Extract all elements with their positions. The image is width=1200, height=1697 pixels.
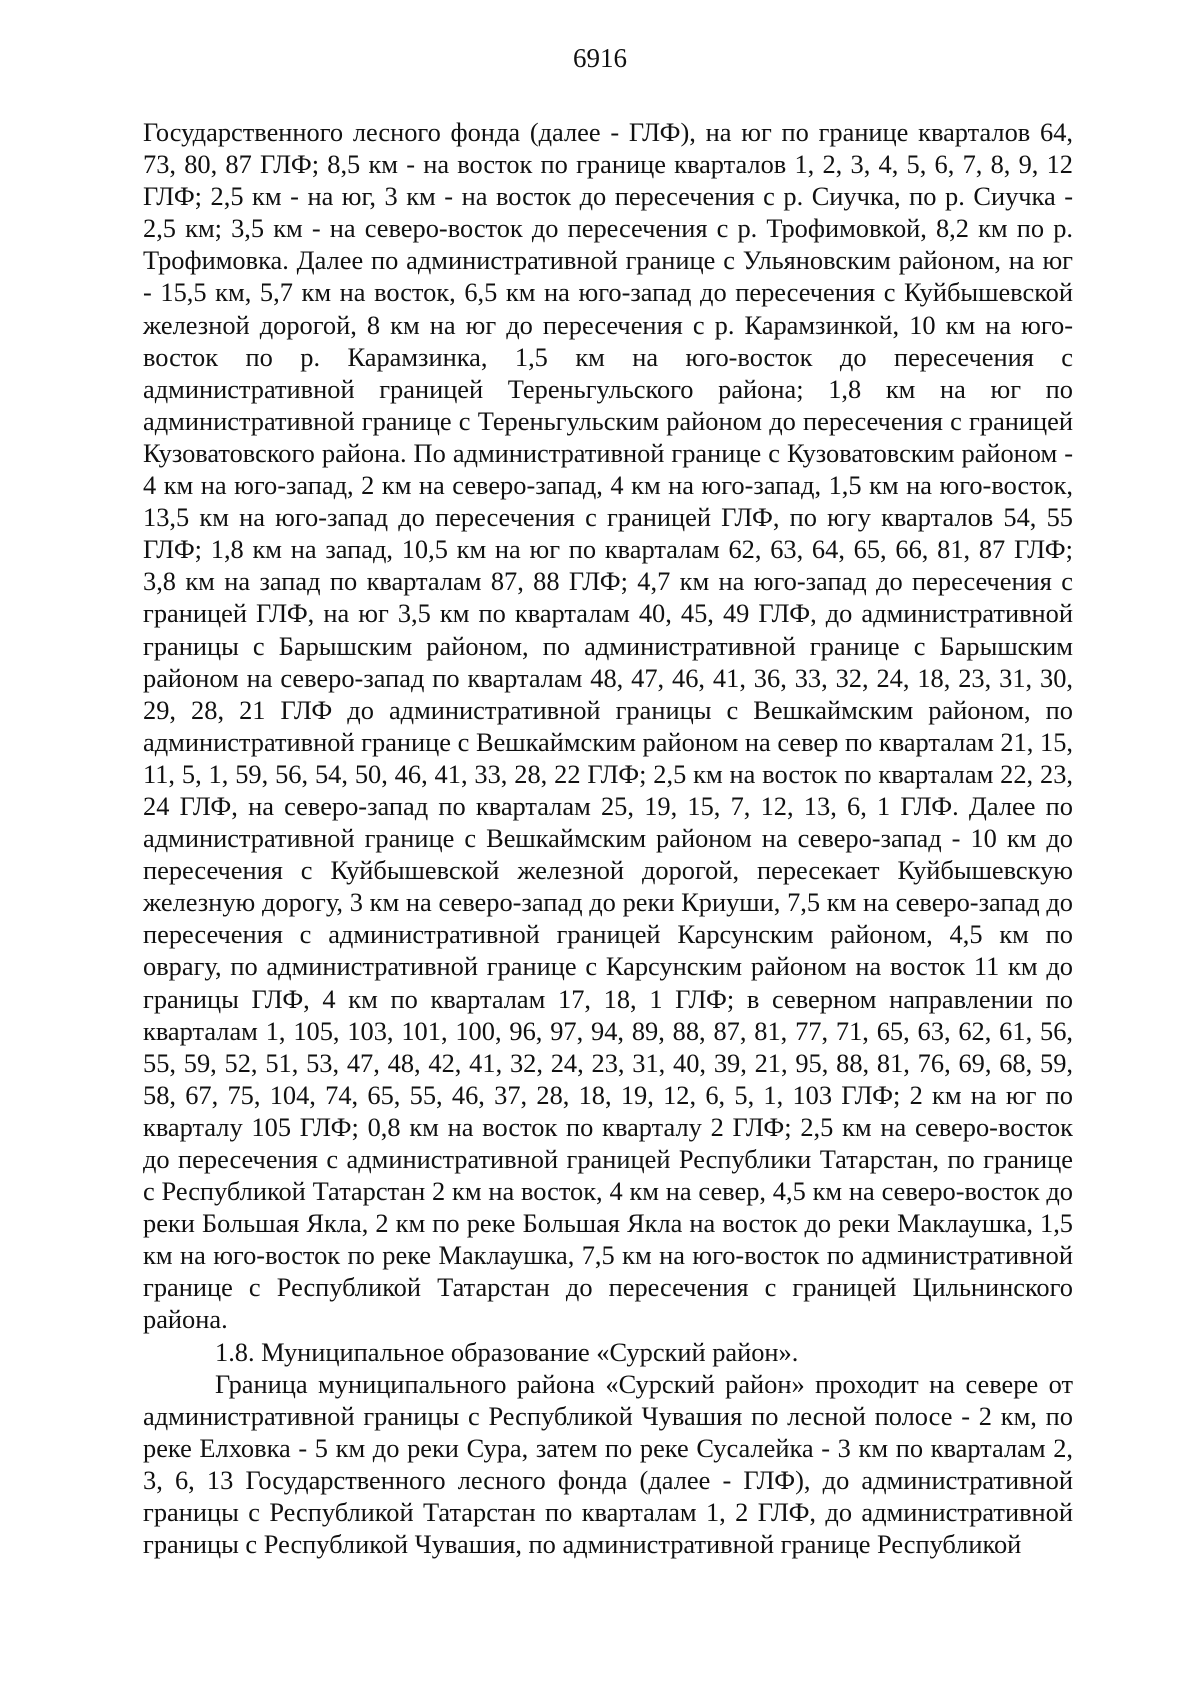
document-body — [143, 116, 1073, 1560]
paragraph-continuation: Государственного лесного фонда (далее - ГЛФ), на юг по границе кварталов 64, 73, 80, 87 ГЛФ; 8,5 км - на восток по границе кварталов 1, 2, 3, 4, 5, 6, 7, 8, 9, 12 ГЛФ; 2,5 км - на юг, 3 км - на восток до пересечения с р. Сиучка, по р. Сиучка - 2,5 км; 3,5 км - на северо-восток до пересечения с р. Трофимовкой, 8,2 км по р. Трофимовка. Далее по административной границе с Ульяновским районом, на юг - 15,5 км, 5,7 км на восток, 6,5 км на юго-запад до пересечения с Куйбышевской железной дорогой, 8 км на юг до пересечения с р. Карамзинкой, 10 км на юго-восток по р. Карамзинка, 1,5 км на юго-восток до пересечения с административной границей Тереньгульского района; 1,8 км на юг по административной границе с Тереньгульским районом до пересечения с границей Кузоватовского района. По административной границе с Кузоватовским районом - 4 км на юго-запад, 2 км на северо-запад, 4 км на юго-запад, 1,5 км на юго-восток, 13,5 км на юго-запад до пересечения с границей ГЛФ, по югу кварталов 54, 55 ГЛФ; 1,8 км на запад, 10,5 км на юг по кварталам 62, 63, 64, 65, 66, 81, 87 ГЛФ; 3,8 км на запад по кварталам 87, 88 ГЛФ; 4,7 км на юго-запад до пересечения с границей ГЛФ, на юг 3,5 км по кварталам 40, 45, 49 ГЛФ, до административной границы с Барышским районом, по административной границе с Барышским районом на северо-запад по кварталам 48, 47, 46, 41, 36, 33, 32, 24, 18, 23, 31, 30, 29, 28, 21 ГЛФ до административной границы с Вешкаймским районом, по административной границе с Вешкаймским районом на север по кварталам 21, 15, 11, 5, 1, 59, 56, 54, 50, 46, 41, 33, 28, 22 ГЛФ; 2,5 км на восток по кварталам 22, 23, 24 ГЛФ, на северо-запад по кварталам 25, 19, 15, 7, 12, 13, 6, 1 ГЛФ. Далее по административной границе с Вешкаймским районом на северо-запад - 10 км до пересечения с Куйбышевской железной дорогой, пересекает Куйбышевскую железную дорогу, 3 км на северо-запад до реки Криуши, 7,5 км на северо-запад до пересечения с административной границей Карсунским районом, 4,5 км по оврагу, по административной границе с Карсунским районом на восток 11 км до границы ГЛФ, 4 км по кварталам 17, 18, 1 ГЛФ; в северном направлении по кварталам 1, 105, 103, 101, 100, 96, 97, 94, 89, 88, 87, 81, 77, 71, 65, 63, 62, 61, 56, 55, 59, 52, 51, 53, 47, 48, 42, 41, 32, 24, 23, 31, 40, 39, 21, 95, 88, 81, 76, 69, 68, 59, 58, 67, 75, 104, 74, 65, 55, 46, 37, 28, 18, 19, 12, 6, 5, 1, 103 ГЛФ; 2 км на юг по кварталу 105 ГЛФ; 0,8 км на восток по кварталу 2 ГЛФ; 2,5 км на северо-восток до пересечения с административной границей Республики Татарстан, по границе с Республикой Татарстан 2 км на восток, 4 км на север, 4,5 км на северо-восток до реки Большая Якла, 2 км по реке Большая Якла на восток до реки Маклаушка, 1,5 км на юго-восток по реке Маклаушка, 7,5 км на юго-восток по административной границе с Республикой Татарстан до пересечения с границей Цильнинского района. — [143, 117, 1073, 1335]
section-heading: 1.8. Муниципальное образование «Сурский район». — [215, 1336, 799, 1367]
paragraph-surskiy: Граница муниципального района «Сурский район» проходит на севере от административной границы с Республикой Чувашия по лесной полосе - 2 км, по реке Елховка - 5 км до реки Сура, затем по реке Сусалейка - 3 км по кварталам 2, 3, 6, 13 Государственного лесного фонда (далее - ГЛФ), до административной границы с Республикой Татарстан по кварталам 1, 2 ГЛФ, до административной границы с Республикой Чувашия, по административной границе Республикой — [143, 1368, 1073, 1560]
page-number: 6916 — [573, 43, 627, 73]
